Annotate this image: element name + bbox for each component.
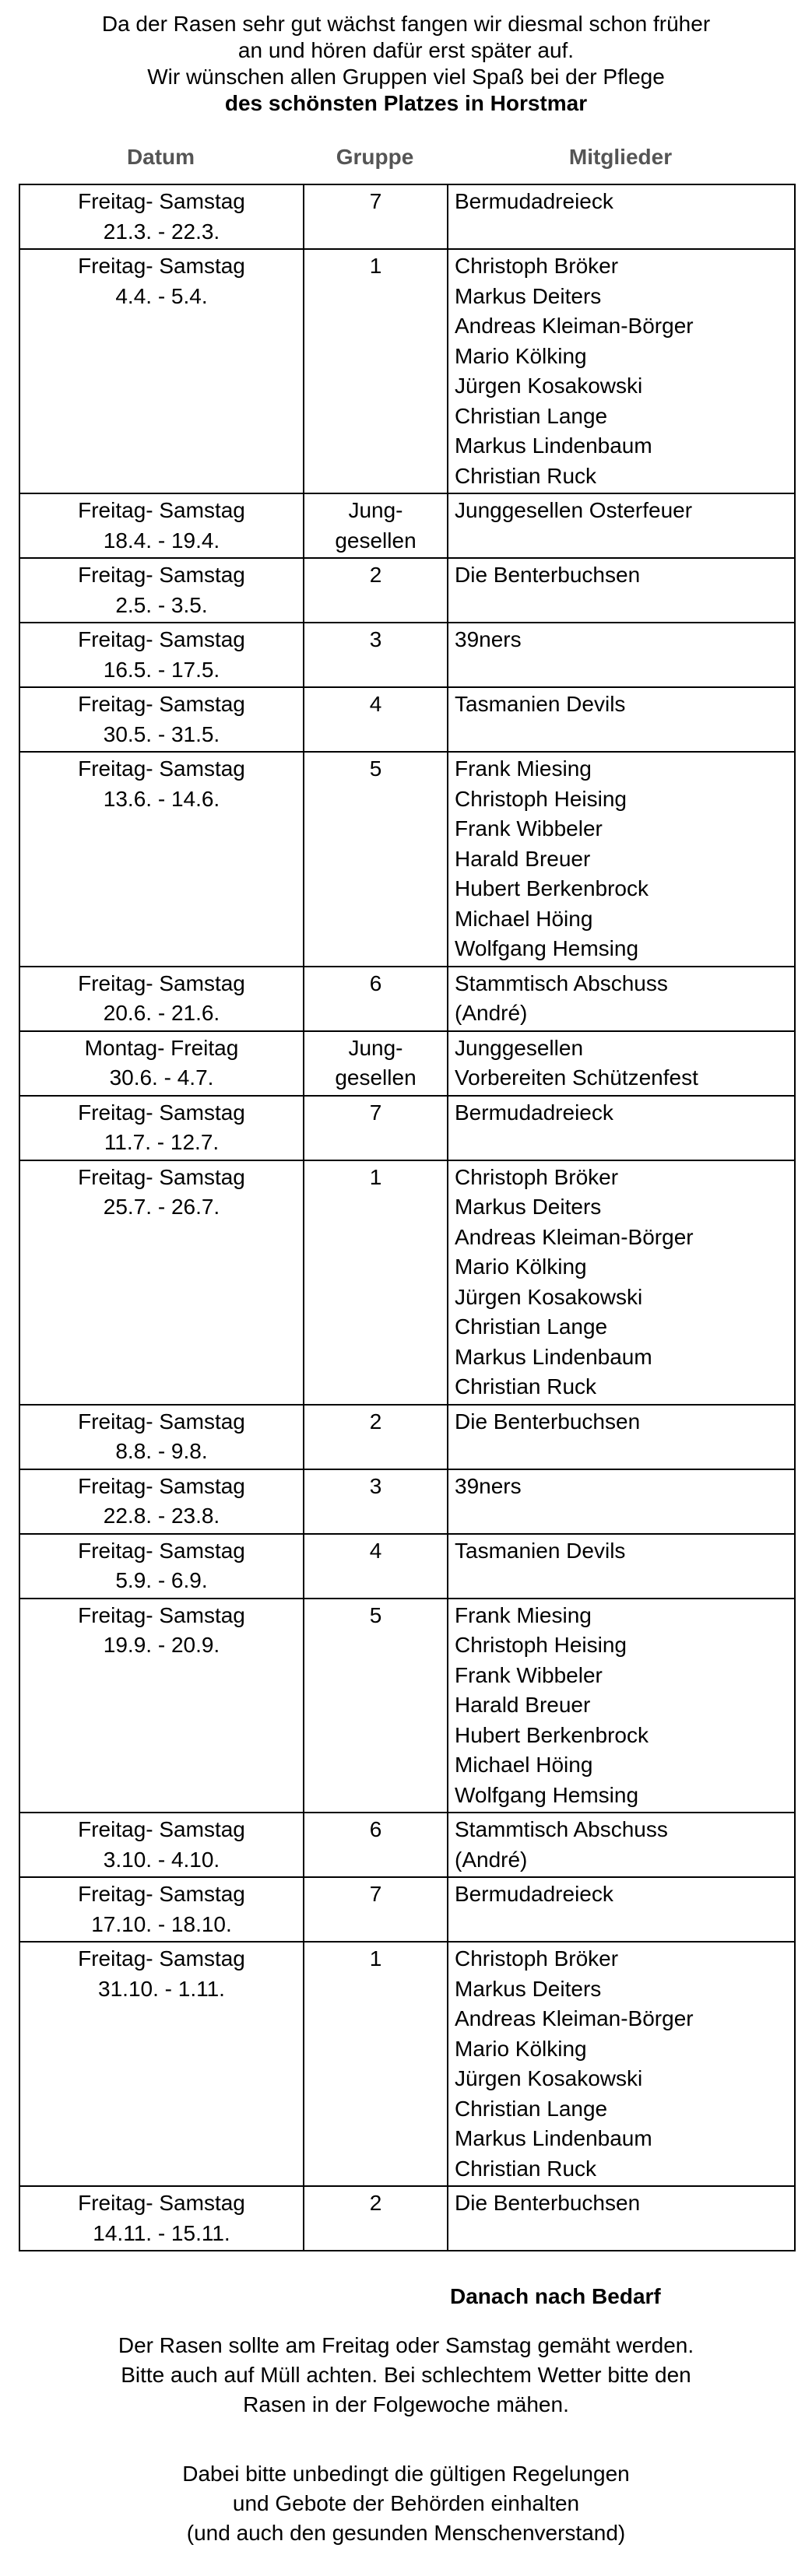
mowing-schedule-table: [19, 184, 796, 2251]
member-name: Christoph Heising: [455, 1633, 627, 1657]
datum-dates: 8.8. - 9.8.: [115, 1439, 208, 1463]
datum-cell: [19, 558, 304, 623]
gruppe-value: 5: [369, 1602, 382, 1627]
datum-days: Freitag- Samstag: [78, 498, 245, 522]
gruppe-value: Jung-: [348, 1035, 403, 1060]
gruppe-value: 6: [369, 1817, 382, 1841]
datum-dates: 14.11. - 15.11.: [93, 2220, 230, 2245]
gruppe-cell: [304, 1160, 448, 1405]
datum-days: Freitag- Samstag: [78, 1473, 245, 1498]
member-name: Markus Deiters: [455, 1195, 602, 1219]
gruppe-cell: [304, 1942, 448, 2186]
rules-line-1: Dabei bitte unbedingt die gültigen Regelungen: [182, 2462, 630, 2486]
table-row: [19, 623, 795, 687]
header-datum: Datum: [126, 145, 195, 169]
datum-days: Freitag- Samstag: [78, 970, 245, 995]
mowing-instructions: [0, 2331, 812, 2420]
gruppe-value: 7: [369, 1882, 382, 1906]
datum-days: Freitag- Samstag: [78, 1100, 245, 1125]
member-name: Christian Ruck: [455, 463, 597, 488]
member-name: Michael Höing: [455, 1753, 593, 1777]
mitglieder-cell: [448, 249, 795, 493]
mitglieder-cell: [448, 1096, 795, 1160]
gruppe-value: 6: [369, 970, 382, 995]
gruppe-cell: [304, 687, 448, 752]
datum-days: Freitag- Samstag: [78, 254, 245, 278]
intro-text: [0, 11, 812, 117]
table-row: [19, 1096, 795, 1160]
gruppe-cell: [304, 184, 448, 249]
member-name: Christoph Bröker: [455, 1164, 619, 1189]
gruppe-value: 4: [369, 1538, 382, 1563]
mitglieder-cell: [448, 1599, 795, 1813]
member-name: Vorbereiten Schützenfest: [455, 1065, 698, 1090]
mitglieder-cell: [448, 2186, 795, 2251]
instructions-line-3: Rasen in der Folgewoche mähen.: [243, 2392, 569, 2416]
intro-line-3: Wir wünschen allen Gruppen viel Spaß bei der Pflege: [147, 65, 665, 89]
datum-dates: 17.10. - 18.10.: [91, 1911, 232, 1936]
datum-dates: 30.6. - 4.7.: [109, 1065, 214, 1090]
member-name: Die Benterbuchsen: [455, 2191, 641, 2215]
table-row: [19, 687, 795, 752]
gruppe-value: 1: [369, 254, 382, 278]
table-row: [19, 1160, 795, 1405]
bedarf-note: Danach nach Bedarf: [450, 2284, 661, 2308]
table-row: [19, 2186, 795, 2251]
table-row: [19, 1599, 795, 1813]
mitglieder-cell: [448, 1877, 795, 1942]
table-row: [19, 1813, 795, 1877]
datum-dates: 16.5. - 17.5.: [103, 657, 220, 682]
gruppe-cell: [304, 249, 448, 493]
datum-cell: [19, 1096, 304, 1160]
datum-dates: 18.4. - 19.4.: [103, 528, 220, 553]
intro-line-4: des schönsten Platzes in Horstmar: [224, 91, 588, 115]
member-name: Frank Wibbeler: [455, 1662, 603, 1687]
mitglieder-cell: [448, 1534, 795, 1599]
gruppe-value: 3: [369, 627, 382, 651]
member-name: Stammtisch Abschuss: [455, 970, 668, 995]
member-name: Markus Lindenbaum: [455, 1344, 652, 1369]
member-name: Markus Lindenbaum: [455, 2126, 652, 2150]
table-row: [19, 1405, 795, 1469]
table-row: [19, 1942, 795, 2186]
member-name: Christian Ruck: [455, 2156, 597, 2181]
member-name: Andreas Kleiman-Börger: [455, 314, 694, 338]
gruppe-value: 2: [369, 1409, 382, 1434]
datum-cell: [19, 1405, 304, 1469]
gruppe-cell: [304, 1599, 448, 1813]
table-row: [19, 249, 795, 493]
instructions-line-1: Der Rasen sollte am Freitag oder Samstag gemäht werden.: [118, 2333, 694, 2357]
member-name: Stammtisch Abschuss: [455, 1817, 668, 1841]
gruppe-value: 7: [369, 1100, 382, 1125]
member-name: Harald Breuer: [455, 1693, 591, 1717]
gruppe-value: Jung-: [348, 498, 403, 522]
datum-dates: 4.4. - 5.4.: [115, 283, 208, 308]
mitglieder-cell: [448, 1031, 795, 1096]
rules-line-3: (und auch den gesunden Menschenverstand): [186, 2521, 626, 2545]
datum-cell: [19, 1031, 304, 1096]
mitglieder-cell: [448, 1469, 795, 1534]
gruppe-cell: [304, 1096, 448, 1160]
member-name: Frank Miesing: [455, 1602, 592, 1627]
datum-cell: [19, 1160, 304, 1405]
member-name: Wolfgang Hemsing: [455, 1782, 639, 1807]
gruppe-cell: [304, 1813, 448, 1877]
datum-dates: 13.6. - 14.6.: [103, 786, 220, 811]
header-mitglieder: Mitglieder: [568, 145, 673, 169]
gruppe-value: 1: [369, 1946, 382, 1971]
intro-line-1: Da der Rasen sehr gut wächst fangen wir diesmal schon früher: [101, 12, 711, 36]
mitglieder-cell: [448, 687, 795, 752]
table-row: [19, 1534, 795, 1599]
datum-days: Freitag- Samstag: [78, 1946, 245, 1971]
member-name: Jürgen Kosakowski: [455, 1284, 643, 1309]
datum-dates: 19.9. - 20.9.: [103, 1633, 220, 1657]
member-name: Bermudadreieck: [455, 1882, 613, 1906]
mitglieder-cell: [448, 623, 795, 687]
gruppe-value: 2: [369, 2191, 382, 2215]
datum-days: Freitag- Samstag: [78, 692, 245, 716]
gruppe-value: 5: [369, 756, 382, 781]
gruppe-cell: [304, 1469, 448, 1534]
member-name: (André): [455, 1001, 528, 1025]
gruppe-value: gesellen: [335, 1065, 417, 1090]
member-name: Bermudadreieck: [455, 189, 613, 213]
mitglieder-cell: [448, 558, 795, 623]
datum-cell: [19, 1599, 304, 1813]
datum-days: Freitag- Samstag: [78, 189, 245, 213]
member-name: Christian Lange: [455, 403, 608, 428]
datum-days: Freitag- Samstag: [78, 1602, 245, 1627]
datum-days: Freitag- Samstag: [78, 1817, 245, 1841]
schedule-body: [19, 184, 795, 2251]
mitglieder-cell: [448, 1160, 795, 1405]
member-name: Die Benterbuchsen: [455, 563, 641, 587]
table-row: [19, 558, 795, 623]
gruppe-cell: [304, 1534, 448, 1599]
table-row: [19, 493, 795, 558]
mitglieder-cell: [448, 184, 795, 249]
datum-dates: 5.9. - 6.9.: [115, 1568, 208, 1592]
datum-cell: [19, 184, 304, 249]
datum-cell: [19, 687, 304, 752]
gruppe-value: 3: [369, 1473, 382, 1498]
datum-days: Montag- Freitag: [84, 1035, 239, 1060]
gruppe-cell: [304, 493, 448, 558]
datum-days: Freitag- Samstag: [78, 1882, 245, 1906]
mitglieder-cell: [448, 1942, 795, 2186]
table-row: [19, 1031, 795, 1096]
gruppe-value: 4: [369, 692, 382, 716]
member-name: Hubert Berkenbrock: [455, 876, 649, 900]
rules-note: [0, 2459, 812, 2548]
gruppe-cell: [304, 752, 448, 967]
table-row: [19, 184, 795, 249]
member-name: Frank Wibbeler: [455, 816, 603, 841]
mitglieder-cell: [448, 1813, 795, 1877]
datum-cell: [19, 1942, 304, 2186]
mitglieder-cell: [448, 967, 795, 1031]
gruppe-cell: [304, 558, 448, 623]
gruppe-cell: [304, 1031, 448, 1096]
member-name: Christian Ruck: [455, 1374, 597, 1399]
member-name: Christoph Heising: [455, 786, 627, 811]
member-name: Jürgen Kosakowski: [455, 2066, 643, 2090]
datum-dates: 22.8. - 23.8.: [103, 1504, 220, 1528]
datum-days: Freitag- Samstag: [78, 563, 245, 587]
member-name: Junggesellen Osterfeuer: [455, 498, 693, 522]
table-headers: [19, 145, 794, 176]
member-name: Andreas Kleiman-Börger: [455, 1224, 694, 1249]
datum-days: Freitag- Samstag: [78, 1164, 245, 1189]
gruppe-cell: [304, 1877, 448, 1942]
mitglieder-cell: [448, 493, 795, 558]
member-name: Mario Kölking: [455, 2036, 587, 2061]
datum-cell: [19, 1534, 304, 1599]
member-name: 39ners: [455, 627, 522, 651]
datum-dates: 2.5. - 3.5.: [115, 592, 208, 617]
member-name: Wolfgang Hemsing: [455, 936, 639, 960]
gruppe-cell: [304, 623, 448, 687]
member-name: Andreas Kleiman-Börger: [455, 2006, 694, 2030]
rules-line-2: und Gebote der Behörden einhalten: [232, 2491, 580, 2515]
member-name: Die Benterbuchsen: [455, 1409, 641, 1434]
datum-cell: [19, 967, 304, 1031]
gruppe-value: 7: [369, 189, 382, 213]
datum-cell: [19, 1469, 304, 1534]
member-name: (André): [455, 1847, 528, 1872]
member-name: Harald Breuer: [455, 846, 591, 871]
datum-dates: 21.3. - 22.3.: [103, 219, 220, 244]
gruppe-cell: [304, 2186, 448, 2251]
member-name: Tasmanien Devils: [455, 692, 626, 716]
instructions-line-2: Bitte auch auf Müll achten. Bei schlechtem Wetter bitte den: [121, 2363, 691, 2387]
datum-days: Freitag- Samstag: [78, 627, 245, 651]
member-name: Markus Deiters: [455, 1976, 602, 2001]
datum-cell: [19, 1877, 304, 1942]
gruppe-value: 1: [369, 1164, 382, 1189]
table-row: [19, 1469, 795, 1534]
member-name: Christian Lange: [455, 1314, 608, 1339]
member-name: Christian Lange: [455, 2096, 608, 2121]
datum-dates: 30.5. - 31.5.: [103, 721, 220, 746]
table-row: [19, 1877, 795, 1942]
datum-days: Freitag- Samstag: [78, 2191, 245, 2215]
datum-dates: 20.6. - 21.6.: [103, 1001, 220, 1025]
gruppe-cell: [304, 1405, 448, 1469]
datum-cell: [19, 493, 304, 558]
datum-days: Freitag- Samstag: [78, 1538, 245, 1563]
datum-cell: [19, 249, 304, 493]
datum-cell: [19, 752, 304, 967]
member-name: Tasmanien Devils: [455, 1538, 626, 1563]
datum-cell: [19, 1813, 304, 1877]
table-row: [19, 752, 795, 967]
mitglieder-cell: [448, 1405, 795, 1469]
member-name: Markus Deiters: [455, 283, 602, 308]
gruppe-value: 2: [369, 563, 382, 587]
table-row: [19, 967, 795, 1031]
member-name: Christoph Bröker: [455, 254, 619, 278]
member-name: Christoph Bröker: [455, 1946, 619, 1971]
datum-cell: [19, 623, 304, 687]
member-name: Mario Kölking: [455, 1255, 587, 1279]
gruppe-cell: [304, 967, 448, 1031]
datum-dates: 25.7. - 26.7.: [103, 1195, 220, 1219]
member-name: Frank Miesing: [455, 756, 592, 781]
intro-line-2: an und hören dafür erst später auf.: [237, 38, 575, 62]
datum-dates: 11.7. - 12.7.: [104, 1130, 220, 1154]
datum-days: Freitag- Samstag: [78, 1409, 245, 1434]
member-name: Bermudadreieck: [455, 1100, 613, 1125]
datum-dates: 3.10. - 4.10.: [103, 1847, 220, 1872]
header-gruppe: Gruppe: [336, 145, 414, 169]
member-name: Junggesellen: [455, 1035, 584, 1060]
member-name: Jürgen Kosakowski: [455, 374, 643, 398]
datum-dates: 31.10. - 1.11.: [98, 1976, 225, 2001]
gruppe-value: gesellen: [335, 528, 417, 553]
member-name: Hubert Berkenbrock: [455, 1722, 649, 1747]
member-name: Mario Kölking: [455, 343, 587, 368]
member-name: 39ners: [455, 1473, 522, 1498]
mitglieder-cell: [448, 752, 795, 967]
datum-cell: [19, 2186, 304, 2251]
member-name: Markus Lindenbaum: [455, 433, 652, 458]
member-name: Michael Höing: [455, 906, 593, 931]
datum-days: Freitag- Samstag: [78, 756, 245, 781]
